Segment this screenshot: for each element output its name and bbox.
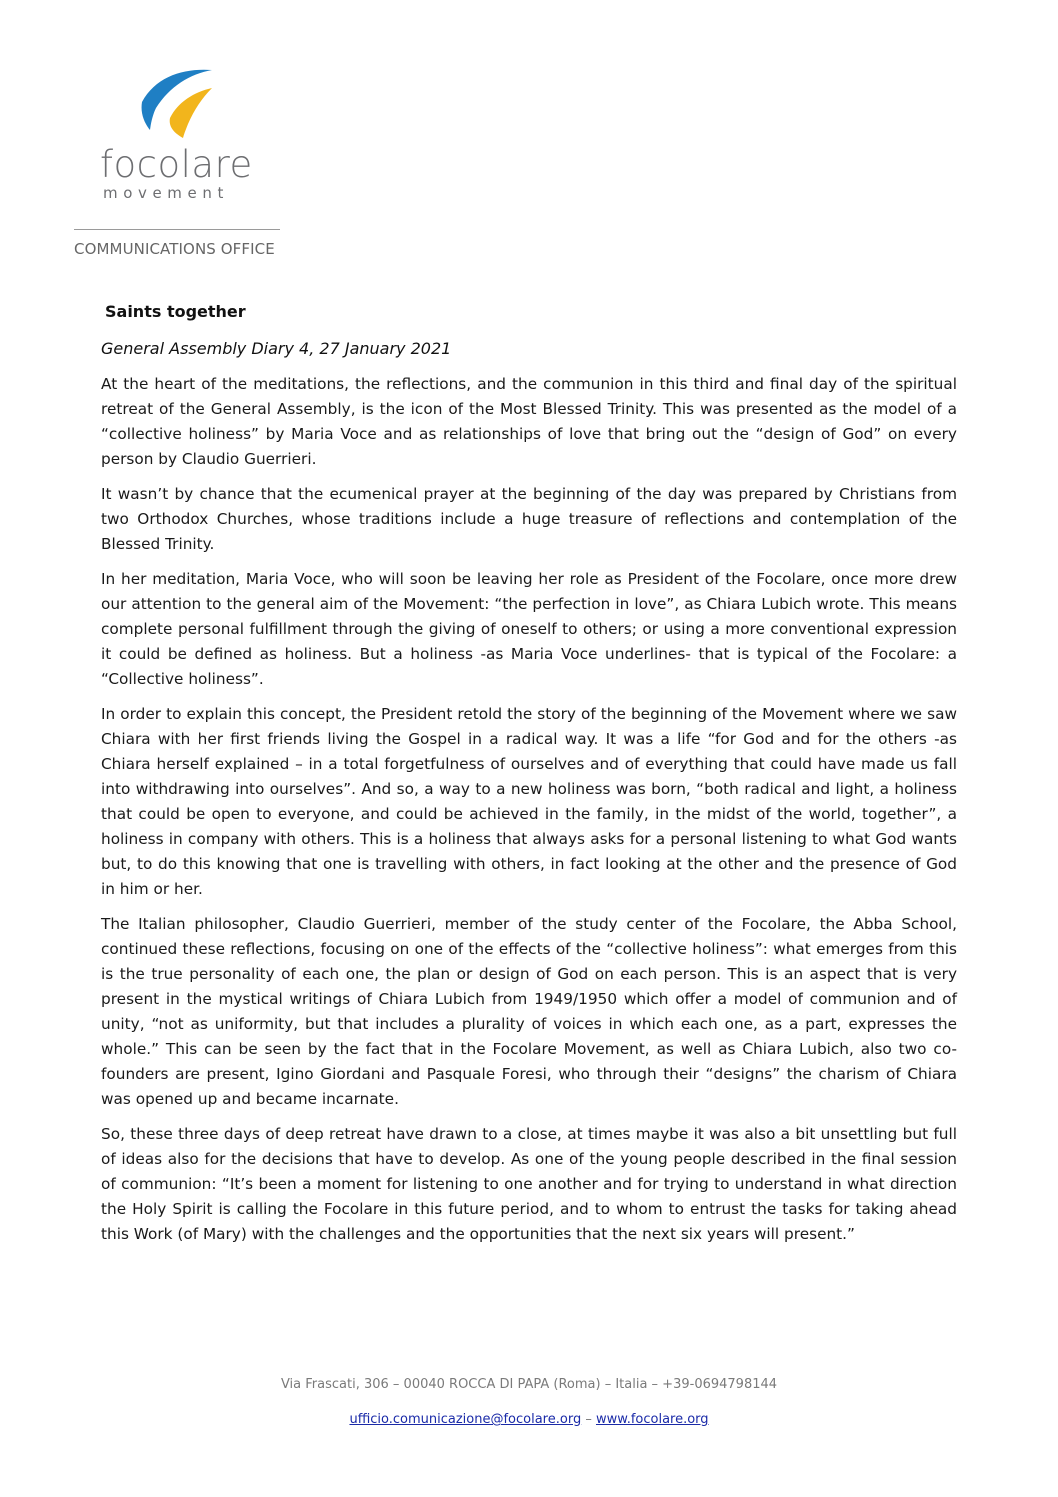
article-body <box>101 372 957 1257</box>
footer-address: Via Frascati, 306 – 00040 ROCCA DI PAPA (Roma) – Italia – +39-0694798144 <box>280 1377 778 1392</box>
paragraph: It wasn’t by chance that the ecumenical prayer at the beginning of the day was prepared by Christians from two Orthodox Churches, whose traditions include a huge treasure of reflections and contemplation of the Blessed Trinity. <box>101 485 957 553</box>
office-label: COMMUNICATIONS OFFICE <box>74 240 275 258</box>
article-subtitle: General Assembly Diary 4, 27 January 2021 <box>101 339 452 358</box>
footer-separator: – <box>585 1412 592 1427</box>
article-title: Saints together <box>105 302 246 321</box>
logo-subtitle: movement <box>103 184 229 202</box>
paragraph: At the heart of the meditations, the reflections, and the communion in this third and final day of the spiritual retreat of the General Assembly, is the icon of the Most Blessed Trinity. This was presented as the model of a “collective holiness” by Maria Voce and as relationships of love that bring out the “design of God” on every person by Claudio Guerrieri. <box>101 375 957 468</box>
focolare-logo <box>100 66 270 206</box>
paragraph: In order to explain this concept, the President retold the story of the beginning of the Movement where we saw Chiara with her first friends living the Gospel in a radical way. It was a life “for God and for the others -as Chiara herself explained – in a total forgetfulness of ourselves and of everything that could have made us fall into withdrawing into ourselves”. And so, a way to a new holiness was born, “both radical and light, a holiness that could be open to everyone, and could be achieved in the family, in the midst of the world, together”, a holiness in company with others. This is a holiness that always asks for a personal listening to what God wants but, to do this knowing that one is travelling with others, in fact looking at the other and the presence of God in him or her. <box>101 705 957 898</box>
header-divider <box>74 229 280 230</box>
paragraph: So, these three days of deep retreat have drawn to a close, at times maybe it was also a bit unsettling but full of ideas also for the decisions that have to develop. As one of the young people described in the final session of communion: “It’s been a moment for listening to one another and for trying to understand in what direction the Holy Spirit is calling the Focolare in this future period, and to whom to entrust the tasks for taking ahead this Work (of Mary) with the challenges and the opportunities that the next six years will present.” <box>101 1125 957 1243</box>
focolare-swoosh-icon <box>136 66 216 142</box>
email-link[interactable]: ufficio.comunicazione@focolare.org <box>349 1412 582 1427</box>
website-link[interactable]: www.focolare.org <box>595 1412 709 1427</box>
paragraph: The Italian philosopher, Claudio Guerrieri, member of the study center of the Focolare, the Abba School, continued these reflections, focusing on one of the effects of the “collective holiness”: what emerges from this is the true personality of each one, the plan or design of God on each person. This is an aspect that is very present in the mystical writings of Chiara Lubich from 1949/1950 which offer a model of communion and of unity, “not as uniformity, but that includes a plurality of voices in which each one, as a part, expresses the whole.” This can be seen by the fact that in the Focolare Movement, as well as Chiara Lubich, also two co-founders are present, Igino Giordani and Pasquale Foresi, who through their “designs” the charism of Chiara was opened up and became incarnate. <box>101 915 957 1108</box>
logo-wordmark: focolare <box>100 143 253 186</box>
footer-links <box>0 1412 1058 1427</box>
paragraph: In her meditation, Maria Voce, who will soon be leaving her role as President of the Focolare, once more drew our attention to the general aim of the Movement: “the perfection in love”, as Chiara Lubich wrote. This means complete personal fulfillment through the giving of oneself to others; or using a more conventional expression it could be defined as holiness. But a holiness -as Maria Voce underlines- that is typical of the Focolare: a “Collective holiness”. <box>101 570 957 688</box>
